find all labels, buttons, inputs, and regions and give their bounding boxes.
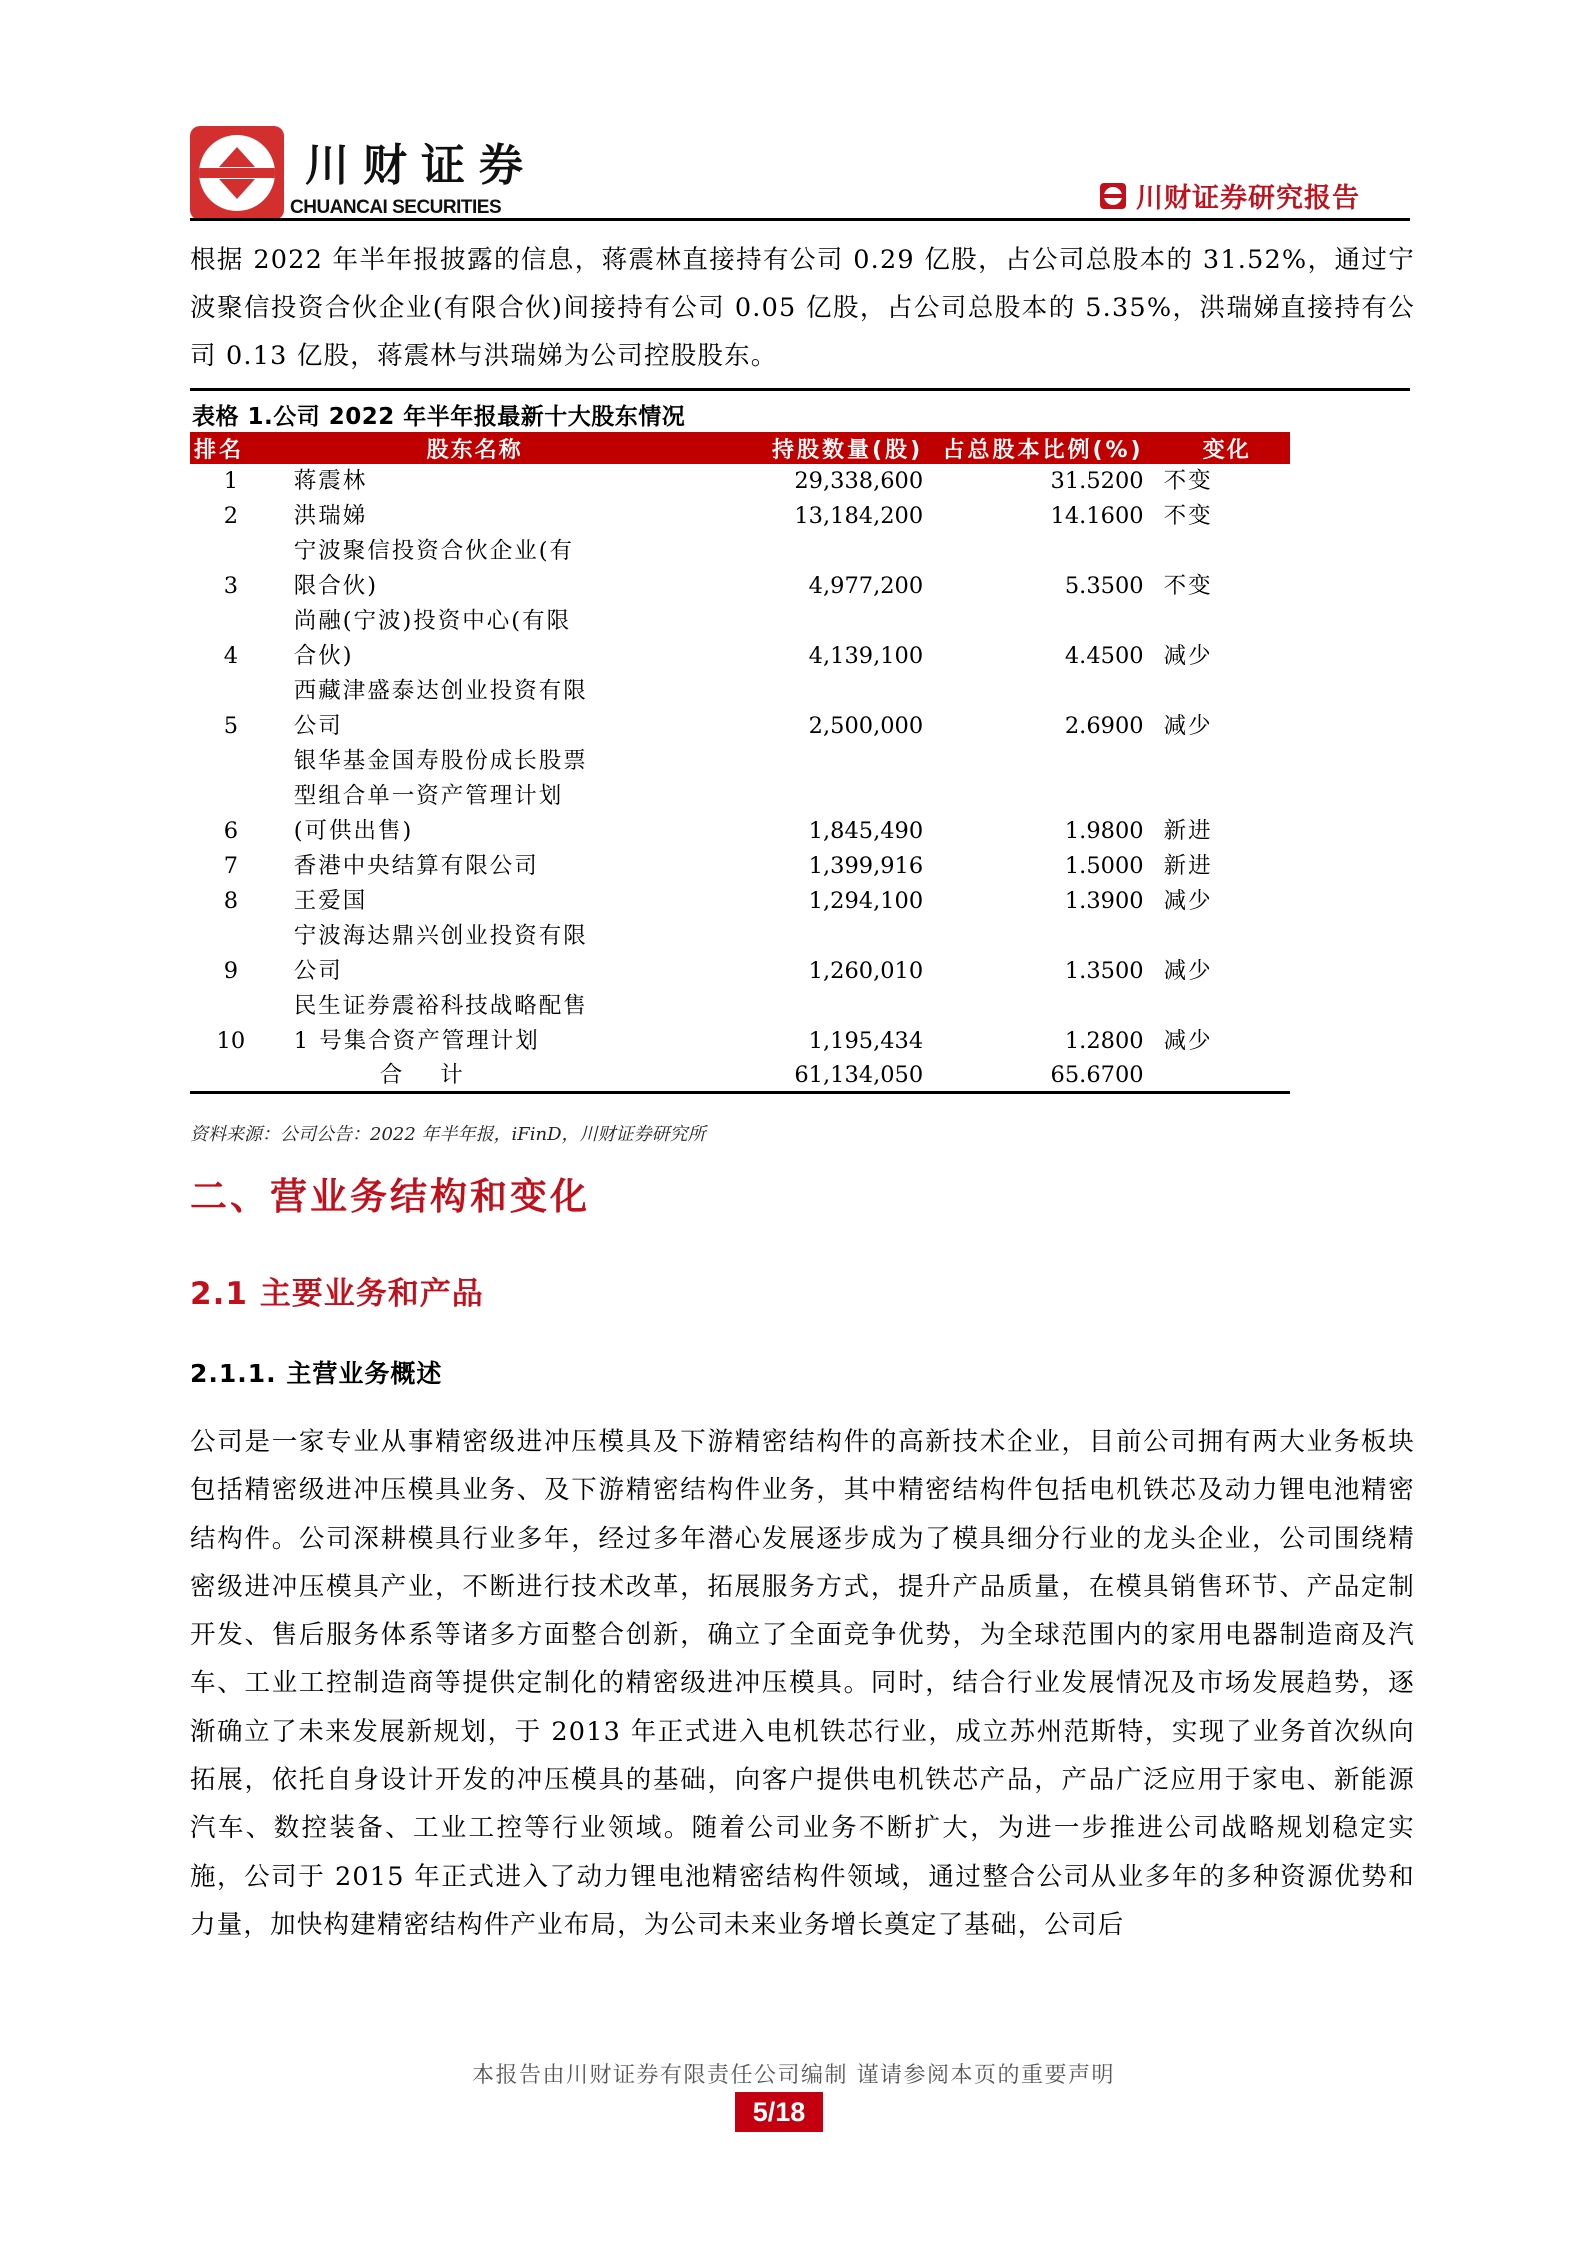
- cell-ratio: 5.3500: [1064, 573, 1144, 599]
- cell-shares: 1,845,490: [808, 818, 924, 844]
- brand-name-en: CHUANCAI SECURITIES: [290, 197, 502, 218]
- cell-ratio: 14.1600: [1050, 503, 1144, 529]
- cell-shares: 4,139,100: [808, 643, 924, 669]
- header-ratio: 占总股本比例(%): [923, 432, 1143, 464]
- cell-change: 不变: [1163, 468, 1213, 494]
- cell-name: 宁波海达鼎兴创业投资有限公司: [293, 923, 588, 984]
- cell-change: 减少: [1163, 888, 1213, 914]
- cell-shares: 1,195,434: [808, 1028, 924, 1054]
- cell-change: 减少: [1163, 713, 1213, 739]
- table-row: [190, 919, 1290, 989]
- cell-ratio: 4.4500: [1064, 643, 1144, 669]
- cell-name: 尚融(宁波)投资中心(有限合伙): [293, 608, 572, 669]
- cell-ratio: 1.5000: [1064, 853, 1144, 879]
- total-ratio: 65.6700: [923, 1059, 1143, 1093]
- cell-ratio: 1.2800: [1064, 1028, 1144, 1054]
- cell-name: 蒋震林: [293, 468, 368, 494]
- business-overview-text: 公司是一家专业从事精密级进冲压模具及下游精密结构件的高新技术企业，目前公司拥有两大业务板块包括精密级进冲压模具业务、及下游精密结构件业务，其中精密结构件包括电机铁芯及动力锂电池精密结构件。公司深耕模具行业多年，经过多年潜心发展逐步成为了模具细分行业的龙头企业，公司围绕精密级进冲压模具产业，不断进行技术改革，拓展服务方式，提升产品质量，在模具销售环节、产品定制开发、售后服务体系等诸多方面整合创新，确立了全面竞争优势，为全球范围内的家用电器制造商及汽车、工业工控制造商等提供定制化的精密级进冲压模具。同时，结合行业发展情况及市场发展趋势，逐渐确立了未来发展新规划，于 2013 年正式进入电机铁芯行业，成立苏州范斯特，实现了业务首次纵向拓展，依托自身设计开发的冲压模具的基础，向客户提供电机铁芯产品，产品广泛应用于家电、新能源汽车、数控装备、工业工控等行业领域。随着公司业务不断扩大，为进一步推进公司战略规划稳定实施，公司于 2015 年正式进入了动力锂电池精密结构件领域，通过整合公司从业多年的多种资源优势和力量，加快构建精密结构件产业布局，为公司未来业务增长奠定了基础，公司后: [190, 1427, 1415, 1940]
- table-row: [190, 534, 1290, 604]
- cell-rank-empty: [190, 1059, 290, 1093]
- cell-name: 洪瑞娣: [293, 503, 368, 529]
- page-number: 5/18: [735, 2092, 823, 2132]
- cell-ratio: 1.9800: [1064, 818, 1144, 844]
- cell-change: 减少: [1163, 643, 1213, 669]
- cell-ratio: 2.6900: [1064, 713, 1144, 739]
- cell-rank: 5: [223, 713, 239, 739]
- shareholders-table: [190, 432, 1290, 1094]
- cell-ratio: 1.3500: [1064, 958, 1144, 984]
- header-rank: 排名: [190, 432, 290, 464]
- table-row: [190, 604, 1290, 674]
- subsection-heading: 2.1 主要业务和产品: [190, 1276, 484, 1312]
- report-label: 川财证券研究报告: [1136, 183, 1360, 214]
- cell-name: 西藏津盛泰达创业投资有限公司: [293, 678, 588, 739]
- cell-rank: 9: [223, 958, 239, 984]
- cell-rank: 3: [223, 573, 239, 599]
- cell-name: 民生证券震裕科技战略配售 1 号集合资产管理计划: [293, 993, 588, 1054]
- header-shares: 持股数量(股): [655, 432, 923, 464]
- header-change: 变化: [1144, 432, 1290, 464]
- table-row: [190, 464, 1290, 499]
- cell-change: 减少: [1163, 1028, 1213, 1054]
- report-label-group: [1100, 176, 1360, 215]
- table-row: [190, 744, 1290, 849]
- table-row: [190, 849, 1290, 884]
- cell-shares: 4,977,200: [808, 573, 924, 599]
- intro-text: 根据 2022 年半年报披露的信息，蒋震林直接持有公司 0.29 亿股，占公司总股本的 31.52%，通过宁波聚信投资合伙企业(有限合伙)间接持有公司 0.05 亿股，占公司总股本的 5.35%，洪瑞娣直接持有公司 0.13 亿股，蒋震林与洪瑞娣为公司控股股东。: [190, 245, 1415, 371]
- header-name: 股东名称: [290, 432, 656, 464]
- cell-shares: 1,294,100: [808, 888, 924, 914]
- cell-rank: 4: [223, 643, 239, 669]
- table-title-divider: [190, 388, 1410, 391]
- intro-paragraph: [190, 236, 1415, 380]
- cell-rank: 7: [223, 853, 239, 879]
- cell-change: 减少: [1163, 958, 1213, 984]
- cell-change: 不变: [1163, 503, 1213, 529]
- cell-shares: 1,399,916: [808, 853, 924, 879]
- brand-name-cn: 川财证券: [305, 140, 537, 191]
- table-row: [190, 989, 1290, 1059]
- cell-change: 新进: [1163, 818, 1213, 844]
- cell-name: 王爱国: [293, 888, 368, 914]
- business-overview-paragraph: [190, 1418, 1415, 1949]
- cell-name: 银华基金国寿股份成长股票型组合单一资产管理计划(可供出售): [293, 748, 588, 844]
- cell-rank: 1: [223, 468, 239, 494]
- table-source: 资料来源：公司公告：2022 年半年报，iFinD，川财证券研究所: [190, 1124, 706, 1145]
- table-title: 表格 1.公司 2022 年半年报最新十大股东情况: [192, 404, 686, 430]
- cell-shares: 2,500,000: [808, 713, 924, 739]
- table-header-row: [190, 432, 1290, 464]
- mini-logo-icon: [1100, 183, 1126, 209]
- total-label: 合计: [290, 1059, 656, 1093]
- cell-rank: 2: [223, 503, 239, 529]
- footer-disclaimer: 本报告由川财证券有限责任公司编制 谨请参阅本页的重要声明: [472, 2063, 1115, 2088]
- chuancai-logo: [190, 126, 284, 220]
- total-shares: 61,134,050: [655, 1059, 923, 1093]
- cell-name: 宁波聚信投资合伙企业(有限合伙): [293, 538, 575, 599]
- logo-disc-icon: [199, 135, 275, 211]
- cell-ratio: 31.5200: [1050, 468, 1144, 494]
- section-heading: 二、营业务结构和变化: [190, 1175, 590, 1218]
- table-row: [190, 499, 1290, 534]
- cell-rank: 10: [216, 1028, 246, 1054]
- cell-change: 新进: [1163, 853, 1213, 879]
- cell-shares: 13,184,200: [794, 503, 924, 529]
- cell-rank: 8: [223, 888, 239, 914]
- subsubsection-heading: 2.1.1. 主营业务概述: [190, 1359, 443, 1388]
- table-total-row: [190, 1059, 1290, 1093]
- table-row: [190, 884, 1290, 919]
- cell-name: 香港中央结算有限公司: [293, 853, 539, 879]
- cell-change: 不变: [1163, 573, 1213, 599]
- header-divider: [190, 218, 1410, 221]
- cell-ratio: 1.3900: [1064, 888, 1144, 914]
- cell-shares: 29,338,600: [794, 468, 924, 494]
- cell-change-empty: [1144, 1059, 1290, 1093]
- table-row: [190, 674, 1290, 744]
- cell-rank: 6: [223, 818, 239, 844]
- cell-shares: 1,260,010: [808, 958, 924, 984]
